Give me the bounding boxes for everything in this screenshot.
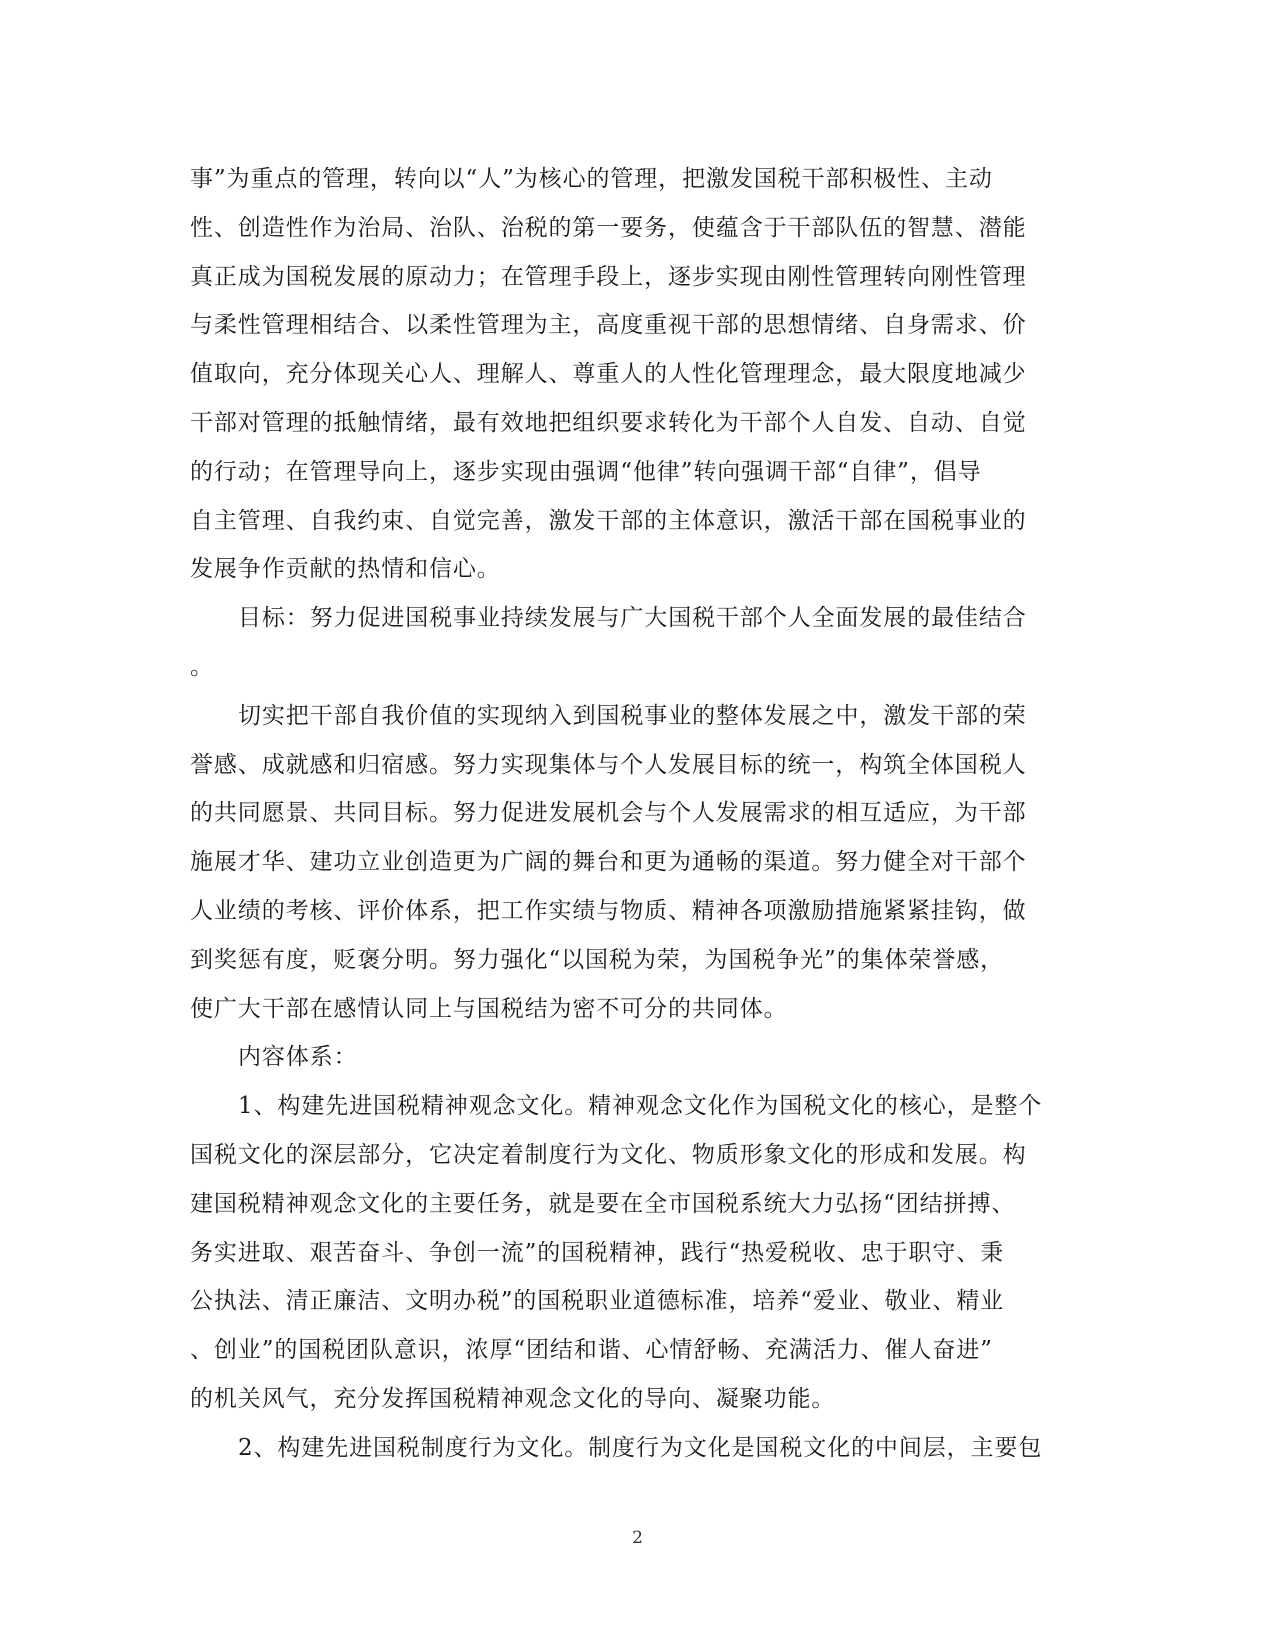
text-line: 与柔性管理相结合、以柔性管理为主，高度重视干部的思想情绪、自身需求、价 [190,312,1027,339]
text-line: 内容体系： [238,1044,358,1071]
text-line: 建国税精神观念文化的主要任务，就是要在全市国税系统大力弘扬“团结拼搏、 [190,1190,1016,1217]
text-line: 公执法、清正廉洁、文明办税”的国税职业道德标准，培养“爱业、敬业、精业 [190,1288,1005,1315]
text-line: 国税文化的深层部分，它决定着制度行为文化、物质形象文化的形成和发展。构 [190,1141,1027,1168]
body-text [190,155,1070,1473]
text-line: 发展争作贡献的热情和信心。 [190,556,501,583]
text-line: 值取向，充分体现关心人、理解人、尊重人的人性化管理理念，最大限度地减少 [190,361,1027,388]
text-line: 到奖惩有度，贬褒分明。努力强化“以国税为荣，为国税争光”的集体荣誉感， [190,946,1005,973]
text-line: 干部对管理的抵触情绪，最有效地把组织要求转化为干部个人自发、自动、自觉 [190,409,1027,436]
text-line: 2、构建先进国税制度行为文化。制度行为文化是国税文化的中间层，主要包 [238,1434,1043,1461]
text-line: 切实把干部自我价值的实现纳入到国税事业的整体发展之中，激发干部的荣 [238,702,1027,729]
text-line: 性、创造性作为治局、治队、治税的第一要务，使蕴含于干部队伍的智慧、潜能 [190,214,1027,241]
text-line: 的机关风气，充分发挥国税精神观念文化的导向、凝聚功能。 [190,1385,836,1412]
text-line: 。 [190,653,214,680]
text-line: 1、构建先进国税精神观念文化。精神观念文化作为国税文化的核心，是整个 [238,1093,1043,1120]
text-line: 、创业”的国税团队意识，浓厚“团结和谐、心情舒畅、充满活力、催人奋进” [190,1337,993,1364]
text-line: 的共同愿景、共同目标。努力促进发展机会与个人发展需求的相互适应，为干部 [190,800,1027,827]
text-line: 誉感、成就感和归宿感。努力实现集体与个人发展目标的统一，构筑全体国税人 [190,751,1027,778]
text-line: 使广大干部在感情认同上与国税结为密不可分的共同体。 [190,995,788,1022]
text-line: 务实进取、艰苦奋斗、争创一流”的国税精神，践行“热爱税收、忠于职守、秉 [190,1239,1005,1266]
text-line: 真正成为国税发展的原动力；在管理手段上，逐步实现由刚性管理转向刚性管理 [190,263,1027,290]
text-line: 人业绩的考核、评价体系，把工作实绩与物质、精神各项激励措施紧紧挂钩，做 [190,897,1027,924]
text-line: 施展才华、建功立业创造更为广阔的舞台和更为通畅的渠道。努力健全对干部个 [190,849,1027,876]
text-line: 事”为重点的管理，转向以“人”为核心的管理，把激发国税干部积极性、主动 [190,166,993,192]
page-number: 2 [632,1528,643,1548]
text-line: 自主管理、自我约束、自觉完善，激发干部的主体意识，激活干部在国税事业的 [190,507,1027,534]
text-line: 的行动；在管理导向上，逐步实现由强调“他律”转向强调干部“自律”，倡导 [190,458,982,485]
text-line: 目标：努力促进国税事业持续发展与广大国税干部个人全面发展的最佳结合 [238,605,1027,632]
